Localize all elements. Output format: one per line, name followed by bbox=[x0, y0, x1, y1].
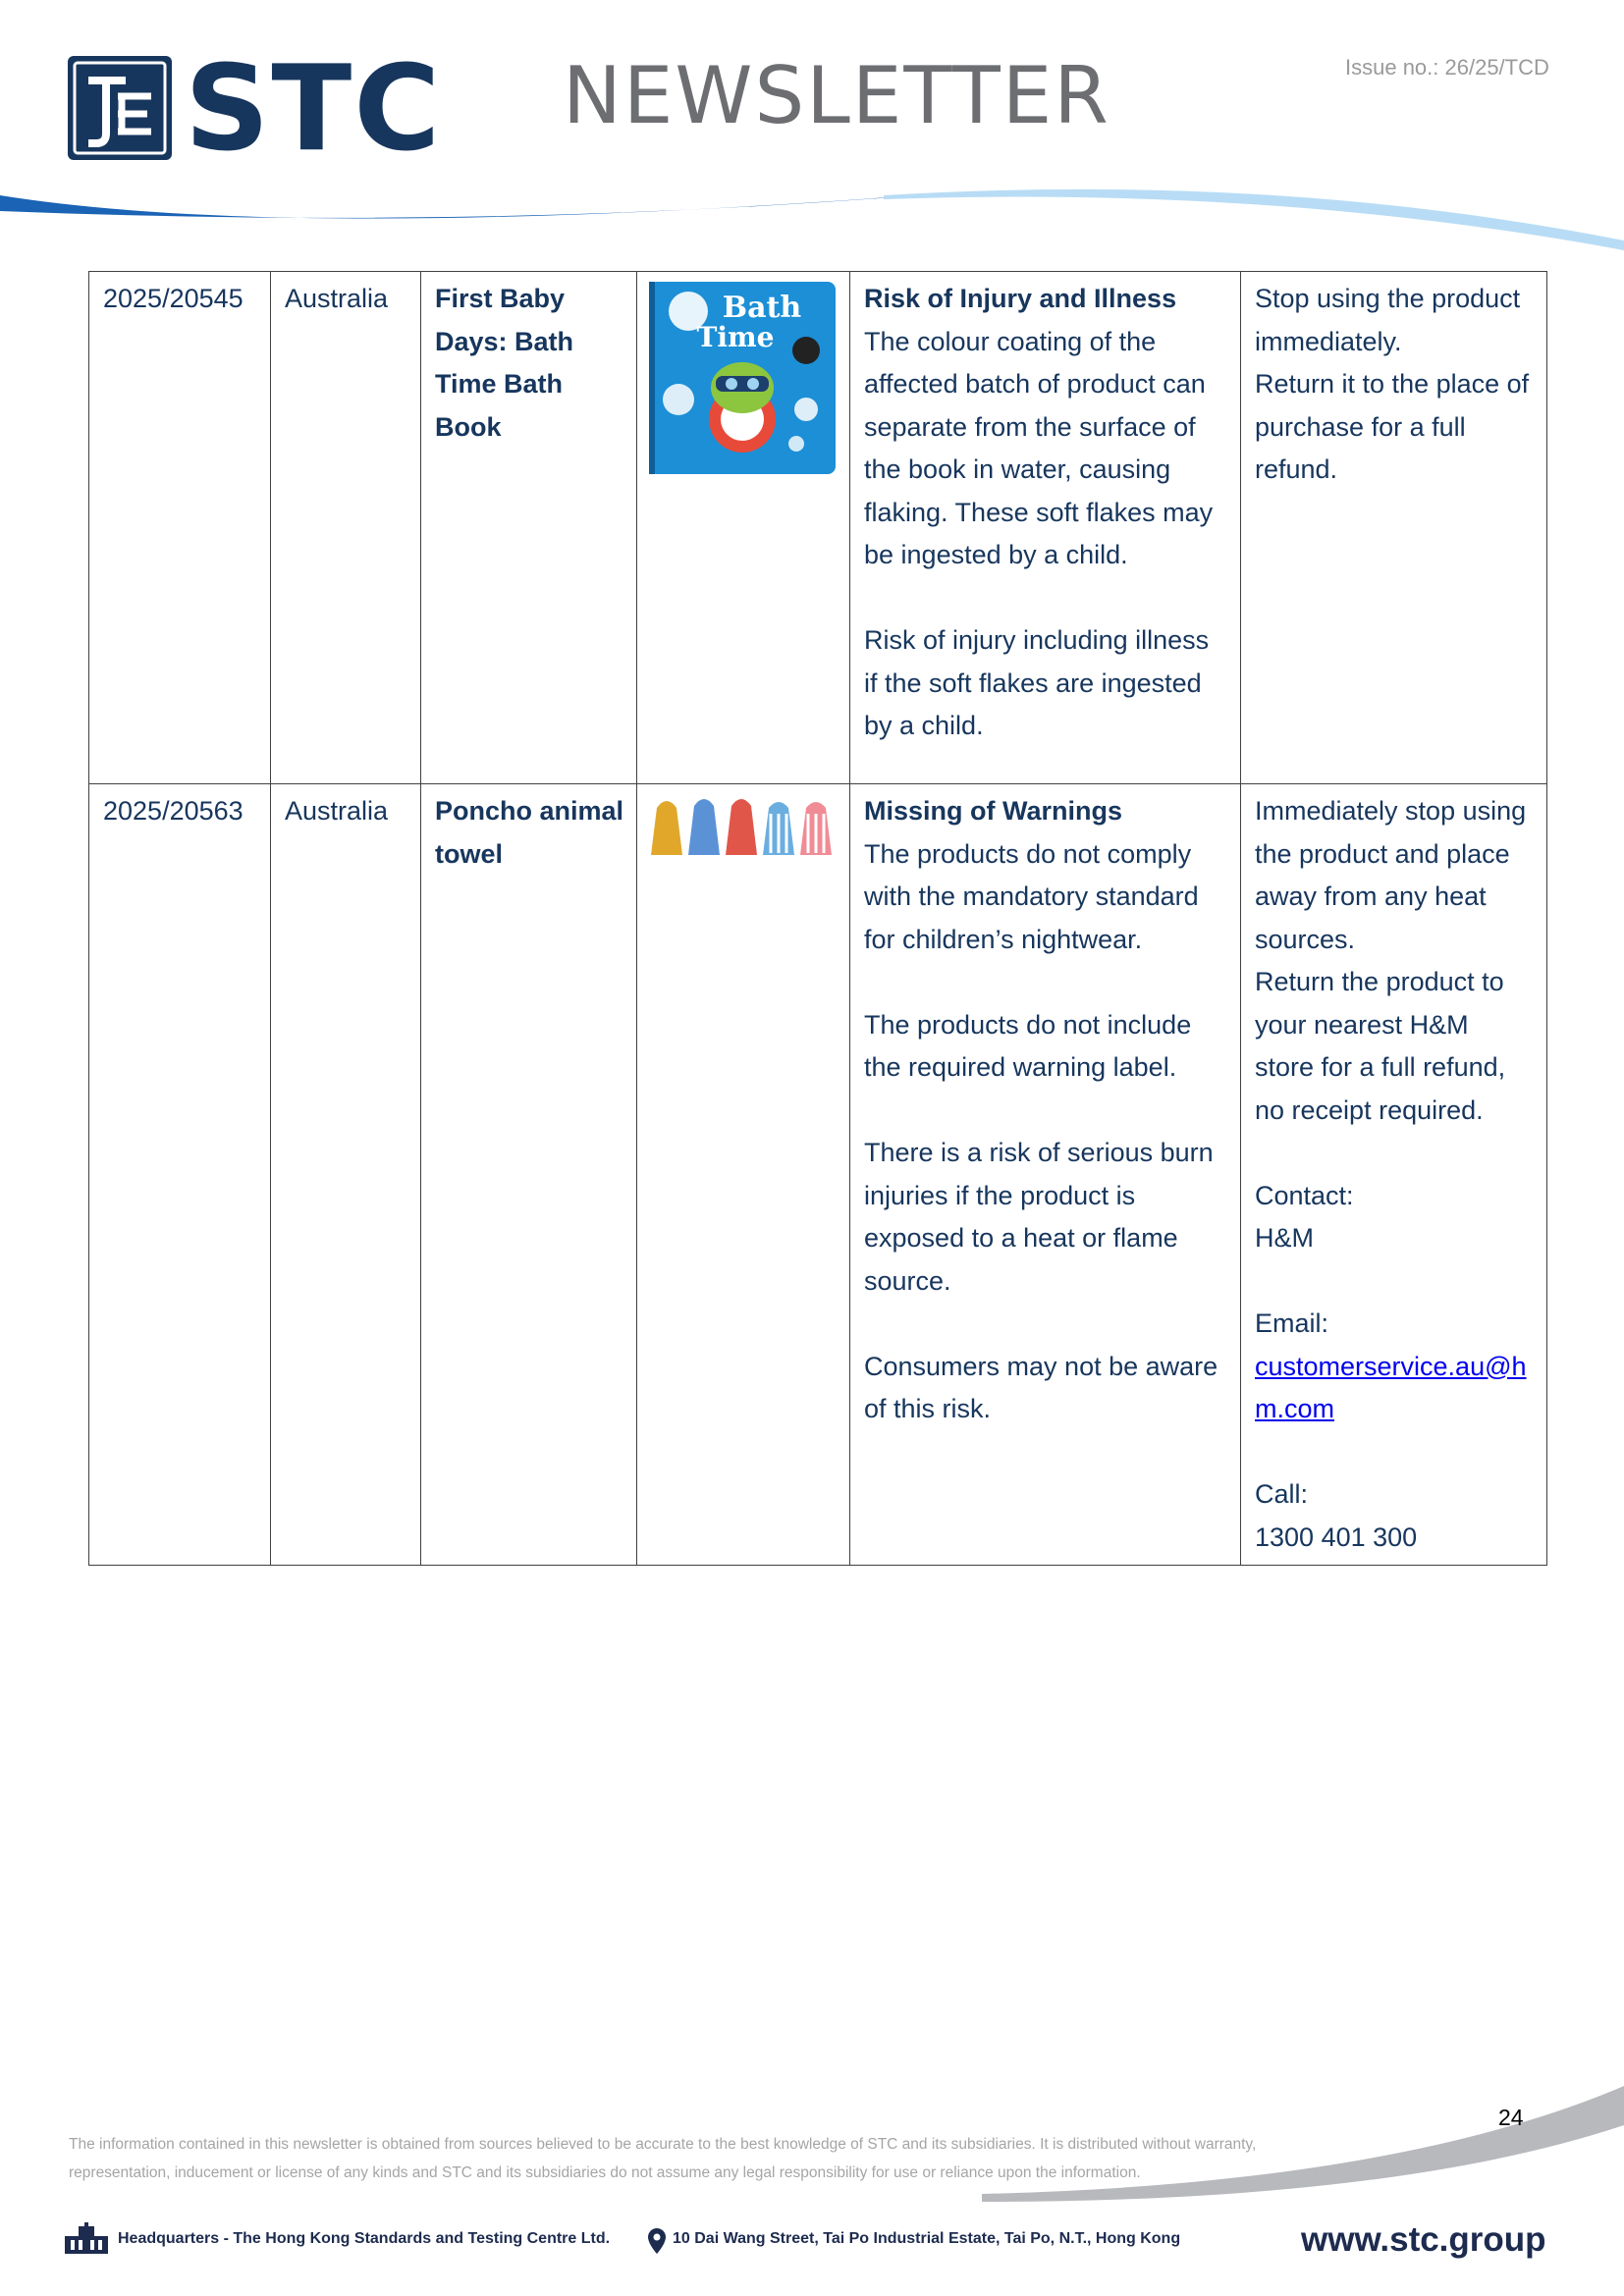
table-row bbox=[89, 784, 1547, 1566]
remedy-text: Immediately stop using the product and place away from any heat sources. bbox=[1255, 796, 1527, 954]
svg-text:Bath: Bath bbox=[722, 291, 802, 325]
issue-number: Issue no.: 26/25/TCD bbox=[1345, 55, 1549, 80]
hazard-description: The products do not comply with the mandatory standard for children’s nightwear. bbox=[864, 838, 1199, 954]
location-pin-icon bbox=[648, 2228, 666, 2254]
product-name: First Baby Days: Bath Time Bath Book bbox=[435, 284, 574, 442]
country-cell bbox=[271, 272, 421, 784]
svg-text:Time: Time bbox=[696, 321, 775, 353]
address-text: 10 Dai Wang Street, Tai Po Industrial Estate, Tai Po, N.T., Hong Kong bbox=[673, 2230, 1181, 2247]
building-icon bbox=[63, 2222, 110, 2254]
remedy-text: Return it to the place of purchase for a full refund. bbox=[1255, 369, 1530, 484]
product-cell bbox=[421, 784, 637, 1566]
stc-emblem-icon bbox=[67, 55, 173, 161]
hazard-cell bbox=[850, 272, 1241, 784]
table-row bbox=[89, 272, 1547, 784]
product-image-cell bbox=[637, 784, 850, 1566]
website-link[interactable]: www.stc.group bbox=[1301, 2220, 1546, 2259]
remedy-cell bbox=[1241, 272, 1547, 784]
product-image-cell bbox=[637, 272, 850, 784]
disclaimer: The information contained in this newsletter is obtained from sources believed to be accurate to the best knowledge of STC and its subsidiaries. It is distributed without warranty, representation, inducement or license of any kinds and STC and its subsidiaries do not assume any legal responsibility for use or reliance upon the information. bbox=[69, 2136, 1257, 2181]
reference-number: 2025/20563 bbox=[103, 796, 244, 826]
phone-number: 1300 401 300 bbox=[1255, 1522, 1418, 1552]
bath-book-image bbox=[649, 282, 836, 474]
hazard-title: Risk of Injury and Illness bbox=[864, 284, 1177, 313]
country: Australia bbox=[285, 284, 389, 313]
newsletter-title: NEWSLETTER bbox=[563, 50, 1110, 141]
contact-label: Contact: bbox=[1255, 1180, 1354, 1210]
remedy-text: Stop using the product immediately. bbox=[1255, 284, 1521, 356]
hazard-description: Consumers may not be aware of this risk. bbox=[864, 1351, 1218, 1423]
reference-cell bbox=[89, 272, 271, 784]
footer-bar bbox=[59, 2220, 1571, 2264]
stc-logo bbox=[67, 41, 460, 178]
hazard-description: Risk of injury including illness if the soft flakes are ingested by a child. bbox=[864, 625, 1210, 740]
header-swoosh bbox=[0, 182, 1624, 260]
page-header bbox=[0, 0, 1624, 255]
poncho-towels-image bbox=[649, 794, 836, 859]
email-label: Email: bbox=[1255, 1308, 1329, 1338]
product-name: Poncho animal towel bbox=[435, 796, 624, 869]
hazard-title: Missing of Warnings bbox=[864, 796, 1122, 826]
hazard-description: The colour coating of the affected batch of product can separate from the surface of the book in water, causing flaking. These soft flakes may be ingested by a child. bbox=[864, 326, 1214, 569]
country: Australia bbox=[285, 796, 389, 826]
page-number: 24 bbox=[1498, 2105, 1524, 2130]
hazard-description: There is a risk of serious burn injuries if the product is exposed to a heat or flame source. bbox=[864, 1138, 1214, 1296]
recall-table bbox=[88, 271, 1547, 1566]
logo-text: STC bbox=[185, 41, 443, 178]
reference-cell bbox=[89, 784, 271, 1566]
call-label: Call: bbox=[1255, 1479, 1309, 1509]
product-cell bbox=[421, 272, 637, 784]
hazard-description: The products do not include the required warning label. bbox=[864, 1009, 1192, 1082]
country-cell bbox=[271, 784, 421, 1566]
remedy-cell bbox=[1241, 784, 1547, 1566]
reference-number: 2025/20545 bbox=[103, 284, 244, 313]
contact-name: H&M bbox=[1255, 1223, 1314, 1253]
remedy-text: Return the product to your nearest H&M store for a full refund, no receipt required. bbox=[1255, 967, 1506, 1125]
email-link[interactable]: customerservice.au@hm.com bbox=[1255, 1351, 1527, 1423]
hazard-cell bbox=[850, 784, 1241, 1566]
headquarters-text: Headquarters - The Hong Kong Standards and Testing Centre Ltd. bbox=[118, 2230, 611, 2247]
